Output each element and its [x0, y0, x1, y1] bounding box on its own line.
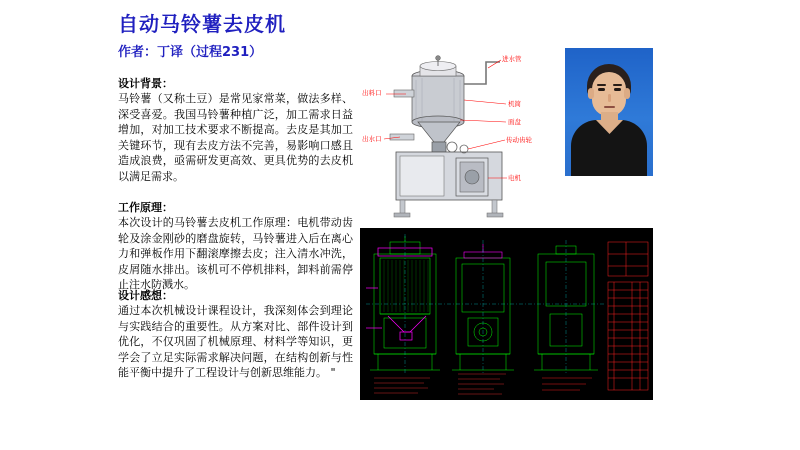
- portrait-brow-right: [613, 84, 622, 86]
- diagram-label-drum: 机简: [508, 100, 521, 108]
- section-principle-body: 本次设计的马铃薯去皮机工作原理：电机带动齿轮及涂金刚砂的磨盘旋转，马铃薯进入后在离心力和弹板作用下翻滚摩擦去皮；注入清水冲洗，皮屑随水排出。该机可不停机排料，卸料前需停止注水防溅水。: [118, 216, 353, 291]
- section-principle-heading: 工作原理：: [118, 201, 173, 214]
- diagram-label-gear: 传动齿轮: [506, 136, 532, 144]
- diagram-label-water-inlet: 进水管: [502, 55, 522, 63]
- portrait-eye-right: [614, 88, 621, 91]
- diagram-label-disc: 面盘: [508, 118, 521, 126]
- portrait-brow-left: [597, 84, 606, 86]
- diagram-label-outlet: 出料口: [362, 89, 382, 97]
- author-line: 作者：丁译（过程231）: [118, 45, 263, 60]
- cad-drawing: [360, 228, 653, 400]
- author-photo: [565, 48, 653, 176]
- section-background-body: 马铃薯（又称土豆）是常见家常菜，做法多样、深受喜爱。我国马铃薯种植广泛，加工需求日益增加，对加工技术要求不断提高。去皮是其加工关键环节，现有去皮方法不完善，易影响口感且造成浪费，亟需研发更高效、更具优势的去皮机以满足需求。: [118, 92, 353, 183]
- diagram-label-motor: 电机: [508, 174, 521, 182]
- page-title: 自动马铃薯去皮机: [118, 12, 286, 36]
- portrait-nose: [608, 94, 611, 102]
- portrait-mouth: [604, 106, 615, 108]
- section-background: [118, 76, 353, 184]
- section-thoughts-body: 通过本次机械设计课程设计，我深刻体会到理论与实践结合的重要性。从方案对比、部件设计到优化，不仅巩固了机械原理、材料学等知识，更学会了立足实际需求解决问题，在结构创新与性能平衡中提升了工程设计与创新思维能力。 ": [118, 304, 353, 379]
- machine-diagram-svg: [360, 16, 552, 220]
- machine-diagram: [360, 16, 552, 220]
- diagram-label-water-outlet: 出水口: [362, 135, 382, 143]
- cad-drawing-svg: [360, 228, 653, 400]
- section-background-heading: 设计背景：: [118, 77, 173, 90]
- portrait-ear-right: [624, 88, 630, 99]
- section-thoughts: [118, 288, 353, 381]
- portrait-ear-left: [588, 88, 594, 99]
- section-principle: [118, 200, 353, 293]
- section-thoughts-heading: 设计感想：: [118, 289, 173, 302]
- portrait-eye-left: [598, 88, 605, 91]
